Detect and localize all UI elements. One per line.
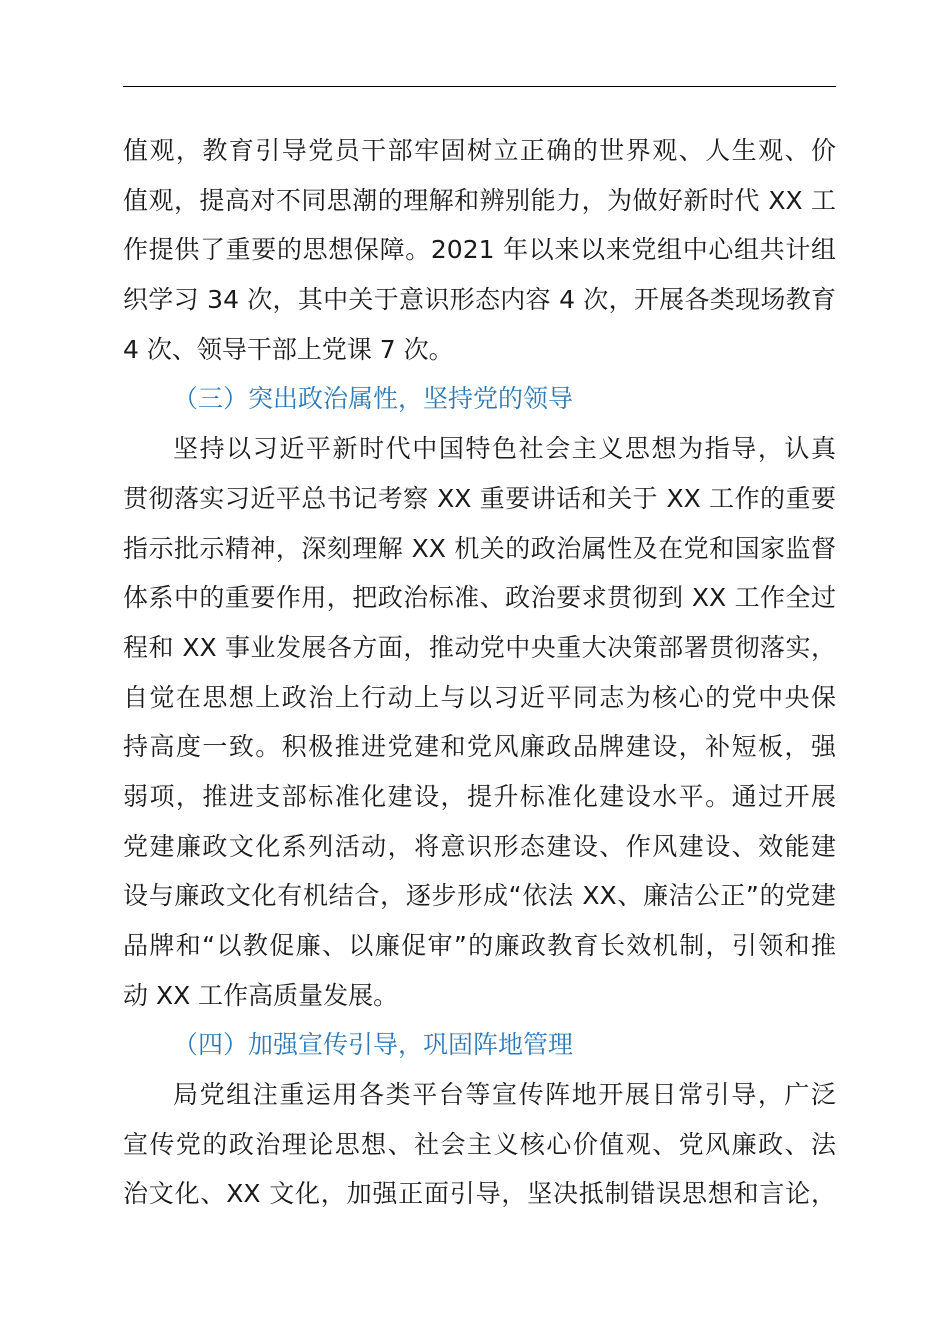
paragraph-line: 程和 XX 事业发展各方面，推动党中央重大决策部署贯彻落实， [123, 632, 836, 662]
document-body [123, 126, 836, 1219]
paragraph-line: 局党组注重运用各类平台等宣传阵地开展日常引导，广泛 [173, 1080, 836, 1110]
section-heading: （三）突出政治属性，坚持党的领导 [173, 384, 574, 414]
paragraph-line: 作提供了重要的思想保障。2021 年以来以来党组中心组共计组 [123, 235, 836, 265]
paragraph-line: 弱项，推进支部标准化建设，提升标准化建设水平。通过开展 [123, 781, 836, 811]
paragraph-line: 设与廉政文化有机结合，逐步形成“依法 XX、廉洁公正”的党建 [123, 881, 836, 911]
paragraph-line: 贯彻落实习近平总书记考察 XX 重要讲话和关于 XX 工作的重要 [123, 483, 836, 513]
paragraph-line: 党建廉政文化系列活动，将意识形态建设、作风建设、效能建 [123, 831, 836, 861]
paragraph-line: 值观，提高对不同思潮的理解和辨别能力，为做好新时代 XX 工 [123, 185, 836, 215]
header-rule [123, 86, 836, 87]
paragraph-line: 坚持以习近平新时代中国特色社会主义思想为指导，认真 [173, 434, 836, 464]
paragraph-line: 治文化、XX 文化，加强正面引导，坚决抵制错误思想和言论， [123, 1179, 836, 1209]
paragraph-line: 宣传党的政治理论思想、社会主义核心价值观、党风廉政、法 [123, 1129, 836, 1159]
paragraph-line: 指示批示精神，深刻理解 XX 机关的政治属性及在党和国家监督 [123, 533, 836, 563]
paragraph-line: 体系中的重要作用，把政治标准、政治要求贯彻到 XX 工作全过 [123, 583, 836, 613]
paragraph-line: 4 次、领导干部上党课 7 次。 [123, 334, 454, 364]
paragraph-line: 品牌和“以教促廉、以廉促审”的廉政教育长效机制，引领和推 [123, 931, 836, 960]
paragraph-line: 动 XX 工作高质量发展。 [123, 980, 399, 1010]
section-heading: （四）加强宣传引导，巩固阵地管理 [173, 1030, 574, 1060]
paragraph-line: 持高度一致。积极推进党建和党风廉政品牌建设，补短板，强 [123, 732, 836, 762]
paragraph-line: 自觉在思想上政治上行动上与以习近平同志为核心的党中央保 [123, 682, 836, 712]
paragraph-line: 织学习 34 次，其中关于意识形态内容 4 次，开展各类现场教育 [123, 285, 836, 315]
paragraph-line: 值观，教育引导党员干部牢固树立正确的世界观、人生观、价 [123, 136, 836, 165]
